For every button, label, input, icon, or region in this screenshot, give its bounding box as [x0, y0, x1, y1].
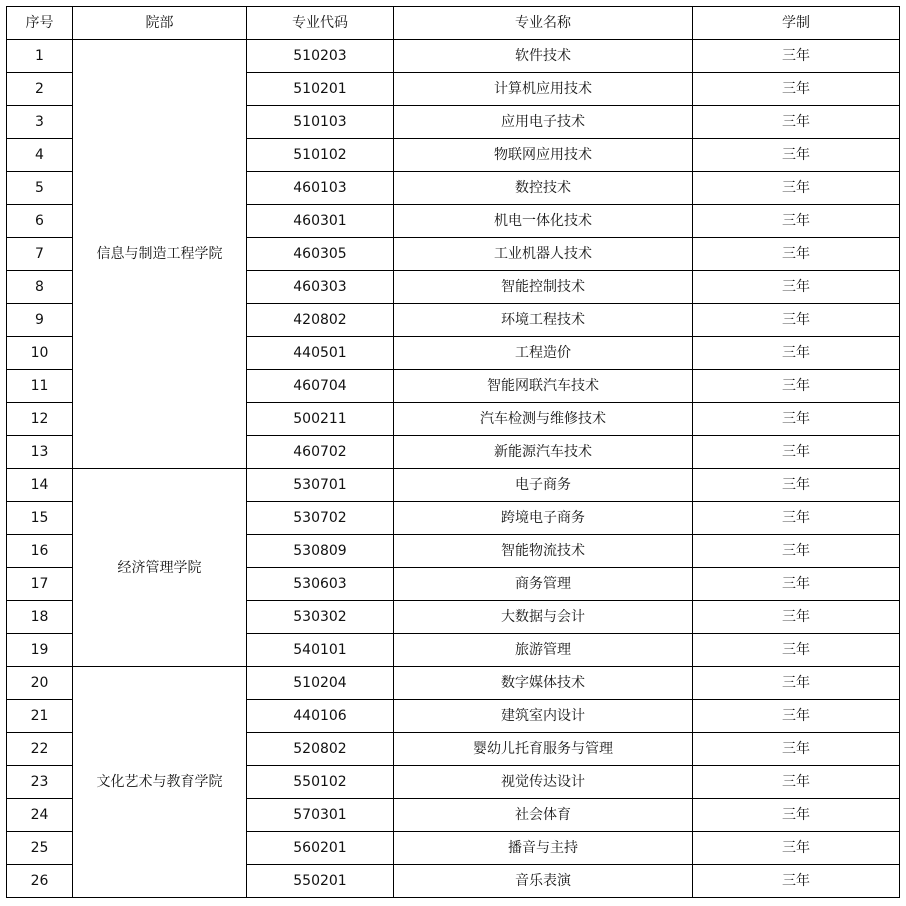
cell-major-name: 物联网应用技术: [394, 139, 693, 172]
cell-serial-number: 21: [7, 700, 73, 733]
cell-major-name: 跨境电子商务: [394, 502, 693, 535]
cell-serial-number: 11: [7, 370, 73, 403]
cell-major-code: 440106: [247, 700, 394, 733]
cell-serial-number: 6: [7, 205, 73, 238]
cell-major-name: 智能网联汽车技术: [394, 370, 693, 403]
table-row: [7, 667, 900, 700]
cell-major-name: 数控技术: [394, 172, 693, 205]
cell-serial-number: 17: [7, 568, 73, 601]
cell-major-code: 540101: [247, 634, 394, 667]
cell-serial-number: 14: [7, 469, 73, 502]
header-college: 院部: [73, 7, 247, 40]
header-major-name: 专业名称: [394, 7, 693, 40]
cell-major-code: 510204: [247, 667, 394, 700]
cell-serial-number: 2: [7, 73, 73, 106]
cell-major-code: 530603: [247, 568, 394, 601]
cell-serial-number: 1: [7, 40, 73, 73]
cell-serial-number: 23: [7, 766, 73, 799]
cell-duration: 三年: [693, 766, 900, 799]
cell-major-code: 500211: [247, 403, 394, 436]
cell-major-name: 视觉传达设计: [394, 766, 693, 799]
cell-serial-number: 18: [7, 601, 73, 634]
cell-duration: 三年: [693, 700, 900, 733]
cell-major-name: 建筑室内设计: [394, 700, 693, 733]
cell-major-name: 汽车检测与维修技术: [394, 403, 693, 436]
table-row: [7, 40, 900, 73]
cell-serial-number: 7: [7, 238, 73, 271]
cell-major-name: 环境工程技术: [394, 304, 693, 337]
cell-duration: 三年: [693, 172, 900, 205]
cell-major-name: 计算机应用技术: [394, 73, 693, 106]
cell-major-code: 530809: [247, 535, 394, 568]
header-row: [7, 7, 900, 40]
cell-duration: 三年: [693, 205, 900, 238]
cell-major-code: 460704: [247, 370, 394, 403]
header-major-code: 专业代码: [247, 7, 394, 40]
cell-major-name: 智能控制技术: [394, 271, 693, 304]
table-body: [7, 40, 900, 898]
cell-duration: 三年: [693, 733, 900, 766]
cell-major-code: 530302: [247, 601, 394, 634]
cell-duration: 三年: [693, 106, 900, 139]
cell-duration: 三年: [693, 535, 900, 568]
cell-major-name: 婴幼儿托育服务与管理: [394, 733, 693, 766]
cell-serial-number: 9: [7, 304, 73, 337]
cell-major-name: 工程造价: [394, 337, 693, 370]
cell-major-name: 社会体育: [394, 799, 693, 832]
cell-duration: 三年: [693, 634, 900, 667]
cell-major-name: 电子商务: [394, 469, 693, 502]
cell-major-name: 播音与主持: [394, 832, 693, 865]
cell-duration: 三年: [693, 502, 900, 535]
cell-duration: 三年: [693, 436, 900, 469]
cell-major-name: 旅游管理: [394, 634, 693, 667]
cell-duration: 三年: [693, 139, 900, 172]
cell-major-code: 440501: [247, 337, 394, 370]
cell-major-name: 新能源汽车技术: [394, 436, 693, 469]
cell-duration: 三年: [693, 40, 900, 73]
cell-major-code: 570301: [247, 799, 394, 832]
cell-major-code: 510102: [247, 139, 394, 172]
cell-duration: 三年: [693, 271, 900, 304]
cell-major-name: 大数据与会计: [394, 601, 693, 634]
cell-college: 信息与制造工程学院: [73, 40, 247, 469]
header-serial-number: 序号: [7, 7, 73, 40]
cell-duration: 三年: [693, 865, 900, 898]
cell-major-code: 460301: [247, 205, 394, 238]
cell-duration: 三年: [693, 601, 900, 634]
cell-major-code: 550102: [247, 766, 394, 799]
cell-major-code: 560201: [247, 832, 394, 865]
cell-serial-number: 26: [7, 865, 73, 898]
cell-major-code: 510203: [247, 40, 394, 73]
cell-duration: 三年: [693, 403, 900, 436]
cell-major-name: 工业机器人技术: [394, 238, 693, 271]
majors-table: [6, 6, 900, 898]
cell-major-code: 460303: [247, 271, 394, 304]
cell-major-name: 商务管理: [394, 568, 693, 601]
cell-major-code: 530701: [247, 469, 394, 502]
cell-major-code: 550201: [247, 865, 394, 898]
cell-serial-number: 22: [7, 733, 73, 766]
cell-duration: 三年: [693, 238, 900, 271]
cell-major-code: 530702: [247, 502, 394, 535]
cell-serial-number: 8: [7, 271, 73, 304]
cell-major-code: 510201: [247, 73, 394, 106]
cell-serial-number: 12: [7, 403, 73, 436]
cell-serial-number: 13: [7, 436, 73, 469]
cell-major-code: 460702: [247, 436, 394, 469]
cell-major-name: 智能物流技术: [394, 535, 693, 568]
cell-major-name: 音乐表演: [394, 865, 693, 898]
cell-serial-number: 24: [7, 799, 73, 832]
cell-college: 经济管理学院: [73, 469, 247, 667]
cell-serial-number: 16: [7, 535, 73, 568]
cell-major-code: 520802: [247, 733, 394, 766]
cell-major-name: 数字媒体技术: [394, 667, 693, 700]
cell-serial-number: 15: [7, 502, 73, 535]
header-duration: 学制: [693, 7, 900, 40]
cell-serial-number: 4: [7, 139, 73, 172]
cell-serial-number: 20: [7, 667, 73, 700]
cell-duration: 三年: [693, 667, 900, 700]
cell-serial-number: 3: [7, 106, 73, 139]
cell-duration: 三年: [693, 568, 900, 601]
cell-duration: 三年: [693, 832, 900, 865]
table-row: [7, 469, 900, 502]
cell-duration: 三年: [693, 337, 900, 370]
cell-serial-number: 10: [7, 337, 73, 370]
cell-duration: 三年: [693, 304, 900, 337]
cell-college: 文化艺术与教育学院: [73, 667, 247, 898]
cell-duration: 三年: [693, 370, 900, 403]
cell-major-name: 应用电子技术: [394, 106, 693, 139]
cell-major-name: 软件技术: [394, 40, 693, 73]
cell-duration: 三年: [693, 799, 900, 832]
cell-serial-number: 25: [7, 832, 73, 865]
cell-major-code: 420802: [247, 304, 394, 337]
cell-major-code: 460103: [247, 172, 394, 205]
cell-major-name: 机电一体化技术: [394, 205, 693, 238]
cell-major-code: 460305: [247, 238, 394, 271]
cell-serial-number: 5: [7, 172, 73, 205]
cell-duration: 三年: [693, 73, 900, 106]
cell-serial-number: 19: [7, 634, 73, 667]
cell-duration: 三年: [693, 469, 900, 502]
cell-major-code: 510103: [247, 106, 394, 139]
